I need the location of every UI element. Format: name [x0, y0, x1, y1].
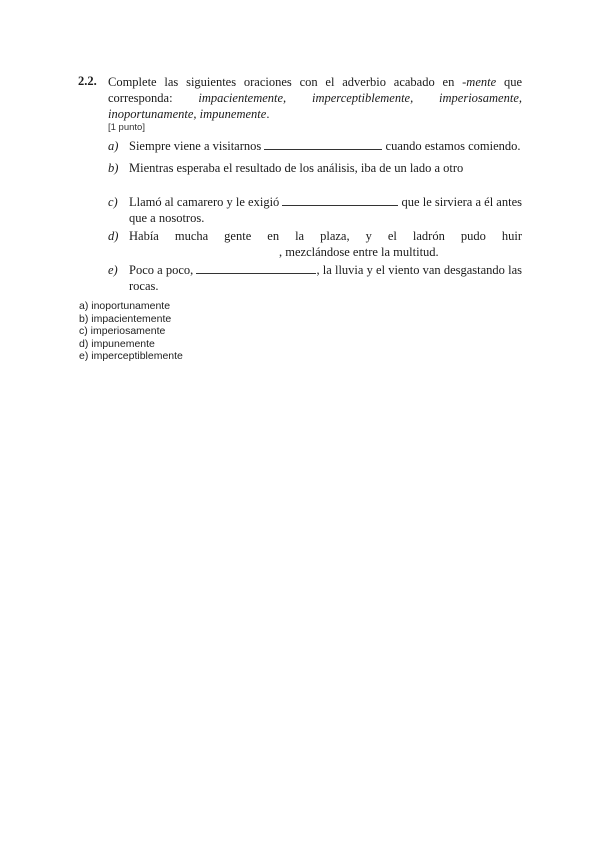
instruction-suffix: -mente	[462, 75, 497, 89]
answer-key	[79, 300, 183, 363]
instruction-middle: que corresponda:	[108, 75, 522, 105]
item-text-before: Siempre viene a visitarnos	[129, 139, 265, 153]
exercise-instruction	[108, 74, 522, 122]
item-text-before: Mientras esperaba el resultado de los análisis, iba de un lado a otro	[129, 161, 464, 175]
item-text-after: que le sirviera a él antes que a nosotros.	[129, 195, 522, 225]
item-text-after: cuando estamos comiendo.	[382, 139, 521, 153]
answer-line: d) impunemente	[79, 337, 155, 350]
sentence-item-c	[108, 194, 522, 226]
instruction-text: Complete las siguientes oraciones con el adverbio acabado en	[108, 75, 463, 89]
answer-line: e) imperceptiblemente	[79, 350, 183, 362]
item-text-after: , mezclándose entre la multitud.	[279, 245, 439, 259]
sentence-item-b	[108, 160, 522, 192]
item-letter: e)	[108, 263, 118, 277]
item-letter: c)	[108, 195, 118, 209]
answer-line: a) inoportunamente	[79, 300, 171, 312]
instruction-options: impacientemente, imperceptiblemente, imperiosamente, inoportunamente, impunemente	[108, 91, 523, 121]
answer-blank[interactable]	[129, 244, 279, 256]
sentence-item-e	[108, 262, 522, 294]
points-label: [1 punto]	[108, 122, 145, 133]
instruction-end: .	[266, 107, 270, 121]
item-letter: b)	[108, 161, 119, 175]
answer-blank[interactable]	[129, 176, 519, 188]
item-text-before: Había mucha gente en la plaza, y el ladrón pudo huir	[129, 229, 522, 243]
exercise-number: 2.2.	[78, 74, 97, 88]
answer-line: c) imperiosamente	[79, 325, 166, 337]
item-text-before: Llamó al camarero y le exigió	[129, 195, 283, 209]
item-text-after: , la lluvia y el viento van desgastando las rocas.	[129, 263, 522, 293]
item-text-before: Poco a poco,	[129, 263, 197, 277]
answer-blank[interactable]	[196, 262, 316, 274]
answer-blank[interactable]	[282, 194, 398, 206]
sentence-item-a	[108, 138, 522, 154]
item-letter: d)	[108, 229, 119, 243]
answer-blank[interactable]	[264, 138, 382, 150]
sentence-item-d	[108, 228, 522, 260]
answer-line: b) impacientemente	[79, 312, 172, 325]
item-letter: a)	[108, 139, 119, 153]
